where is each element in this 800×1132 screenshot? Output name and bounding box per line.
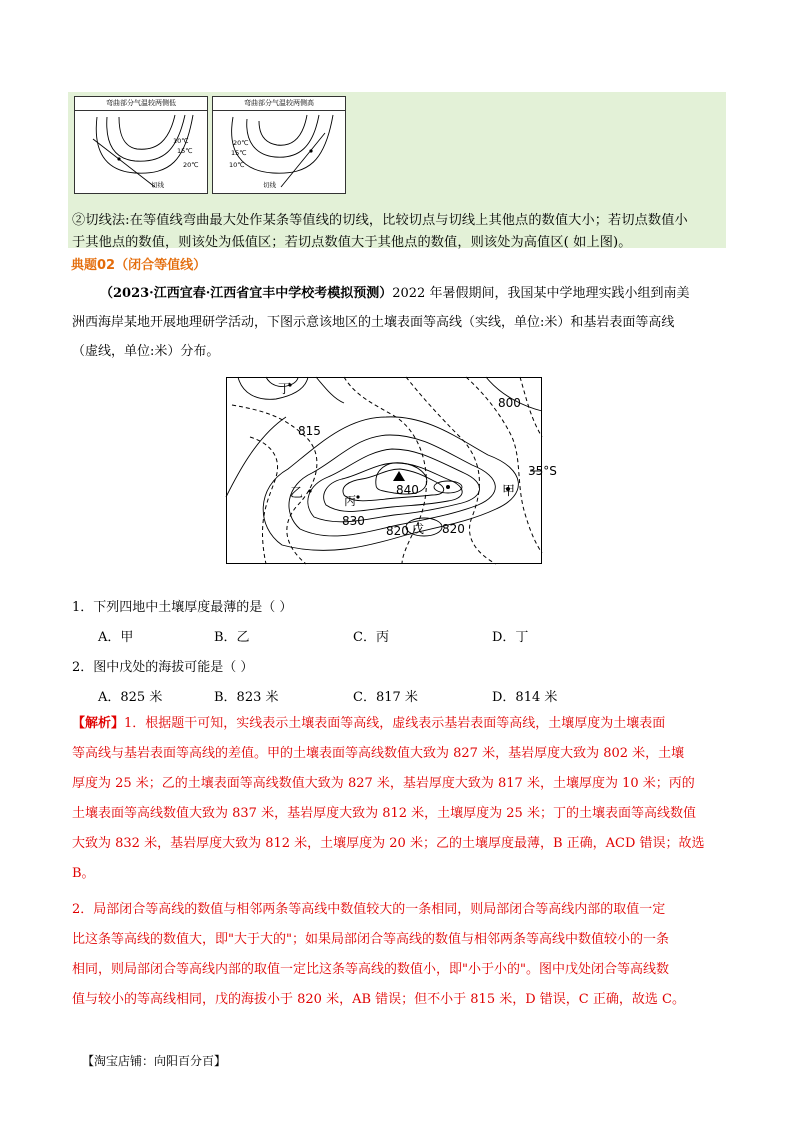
analysis-line: B。	[72, 866, 95, 881]
section-heading: 典题02（闭合等值线）	[71, 258, 207, 273]
q1-option-a: A．甲	[98, 630, 134, 645]
analysis-line: 2．局部闭合等高线的数值与相邻两条等高线中数值较大的一条相同，则局部闭合等高线内部的取值一定	[72, 902, 666, 917]
point-jia: 甲	[502, 484, 516, 499]
tip-line: 于其他点的数值，则该处为低值区；若切点数值大于其他点的数值，则该处为高值区( 如上图)。	[72, 235, 632, 250]
contour-map	[226, 377, 557, 564]
q2-option-c: C．817 米	[353, 690, 418, 705]
isotherm-label: 20℃	[233, 139, 249, 147]
contour-label-820: 820	[442, 522, 465, 536]
analysis-line: 土壤表面等高线数值大致为 837 米，基岩厚度大致为 812 米，土壤厚度为 25 米；丁的土壤表面等高线数值	[72, 806, 696, 821]
analysis-q1	[72, 709, 732, 889]
isotherm-label: 15℃	[231, 149, 247, 157]
analysis-line: 厚度为 25 米；乙的土壤表面等高线数值大致为 827 米，基岩厚度大致为 817 米，土壤厚度为 10 米；丙的	[72, 776, 695, 791]
isotherm-label: 20℃	[183, 161, 199, 169]
analysis-line: 【解析】1．根据题干可知，实线表示土壤表面等高线，虚线表示基岩表面等高线，土壤厚度为土壤表面	[72, 716, 666, 731]
q2-option-a: A．825 米	[98, 690, 163, 705]
q1-option-c: C．丙	[353, 630, 389, 645]
analysis-line: 值与较小的等高线相同，戊的海拔小于 820 米，AB 错误；但不小于 815 米，D 错误，C 正确，故选 C。	[72, 992, 685, 1007]
analysis-line: 等高线与基岩表面等高线的差值。甲的土壤表面等高线数值大致为 827 米，基岩厚度大致为 802 米，土壤	[72, 746, 685, 761]
isotherm-label: 15℃	[177, 147, 193, 155]
figure-caption: 弯曲部分气温较两侧高	[213, 97, 345, 111]
contour-label-830: 830	[342, 514, 365, 528]
analysis-tag: 【解析】	[72, 716, 125, 731]
analysis-line: 比这条等高线的数值大，即"大于大的"；如果局部闭合等高线的数值与相邻两条等高线中数值较小的一条	[72, 932, 669, 947]
footer-shop-label: 【淘宝店铺：向阳百分百】	[82, 1054, 227, 1068]
analysis-q2	[72, 895, 732, 1015]
analysis-line: 大致为 832 米，基岩厚度大致为 812 米，土壤厚度为 20 米；乙的土壤厚度最薄，B 正确，ACD 错误；故选	[72, 836, 705, 851]
isotherm-label: 10℃	[173, 137, 189, 145]
point-ding: 丁	[278, 382, 292, 397]
intro-line: （虚线，单位:米）分布。	[72, 344, 220, 359]
question-2: 2．图中戊处的海拔可能是（ ）	[72, 660, 254, 675]
isotherm-figure-high	[212, 96, 346, 194]
question-1: 1．下列四地中土壤厚度最薄的是（ ）	[72, 600, 293, 615]
analysis-line: 相同，则局部闭合等高线内部的取值一定比这条等高线的数值小，即"小于小的"。图中戊处闭合等高线数	[72, 962, 669, 977]
isotherm-figure-low	[74, 96, 208, 194]
q2-option-b: B．823 米	[214, 690, 279, 705]
isotherm-label: 10℃	[229, 161, 245, 169]
contour-label-815: 815	[298, 424, 321, 438]
latitude-label: 35°S	[528, 464, 557, 478]
question-source: （2023·江西宜春·江西省宜丰中学校考模拟预测）	[100, 286, 393, 301]
intro-line: 洲西海岸某地开展地理研学活动，下图示意该地区的土壤表面等高线（实线，单位:米）和基岩表面等高线	[72, 315, 675, 330]
intro-text: 2022 年暑假期间，我国某中学地理实践小组到南美	[392, 286, 690, 301]
contour-label-820: 820	[386, 524, 409, 538]
point-bing: 丙	[344, 494, 357, 508]
intro-line	[100, 279, 689, 308]
tangent-label: 切线	[151, 181, 164, 189]
tip-line: ②切线法:在等值线弯曲最大处作某条等值线的切线，比较切点与切线上其他点的数值大小；若切点数值小	[72, 213, 688, 228]
point-yi: 乙	[290, 486, 304, 501]
figure-caption: 弯曲部分气温较两侧低	[75, 97, 207, 111]
q1-option-d: D．丁	[492, 630, 529, 645]
isotherm-diagram	[213, 111, 345, 193]
contour-label-840: 840	[396, 483, 419, 497]
isotherm-diagram	[75, 111, 207, 193]
tangent-method-text	[72, 210, 724, 254]
q2-option-d: D．814 米	[492, 690, 558, 705]
contour-label-800: 800	[498, 396, 521, 410]
tangent-label: 切线	[263, 181, 276, 189]
q1-option-b: B．乙	[214, 630, 250, 645]
point-wu: 戊	[412, 522, 425, 536]
